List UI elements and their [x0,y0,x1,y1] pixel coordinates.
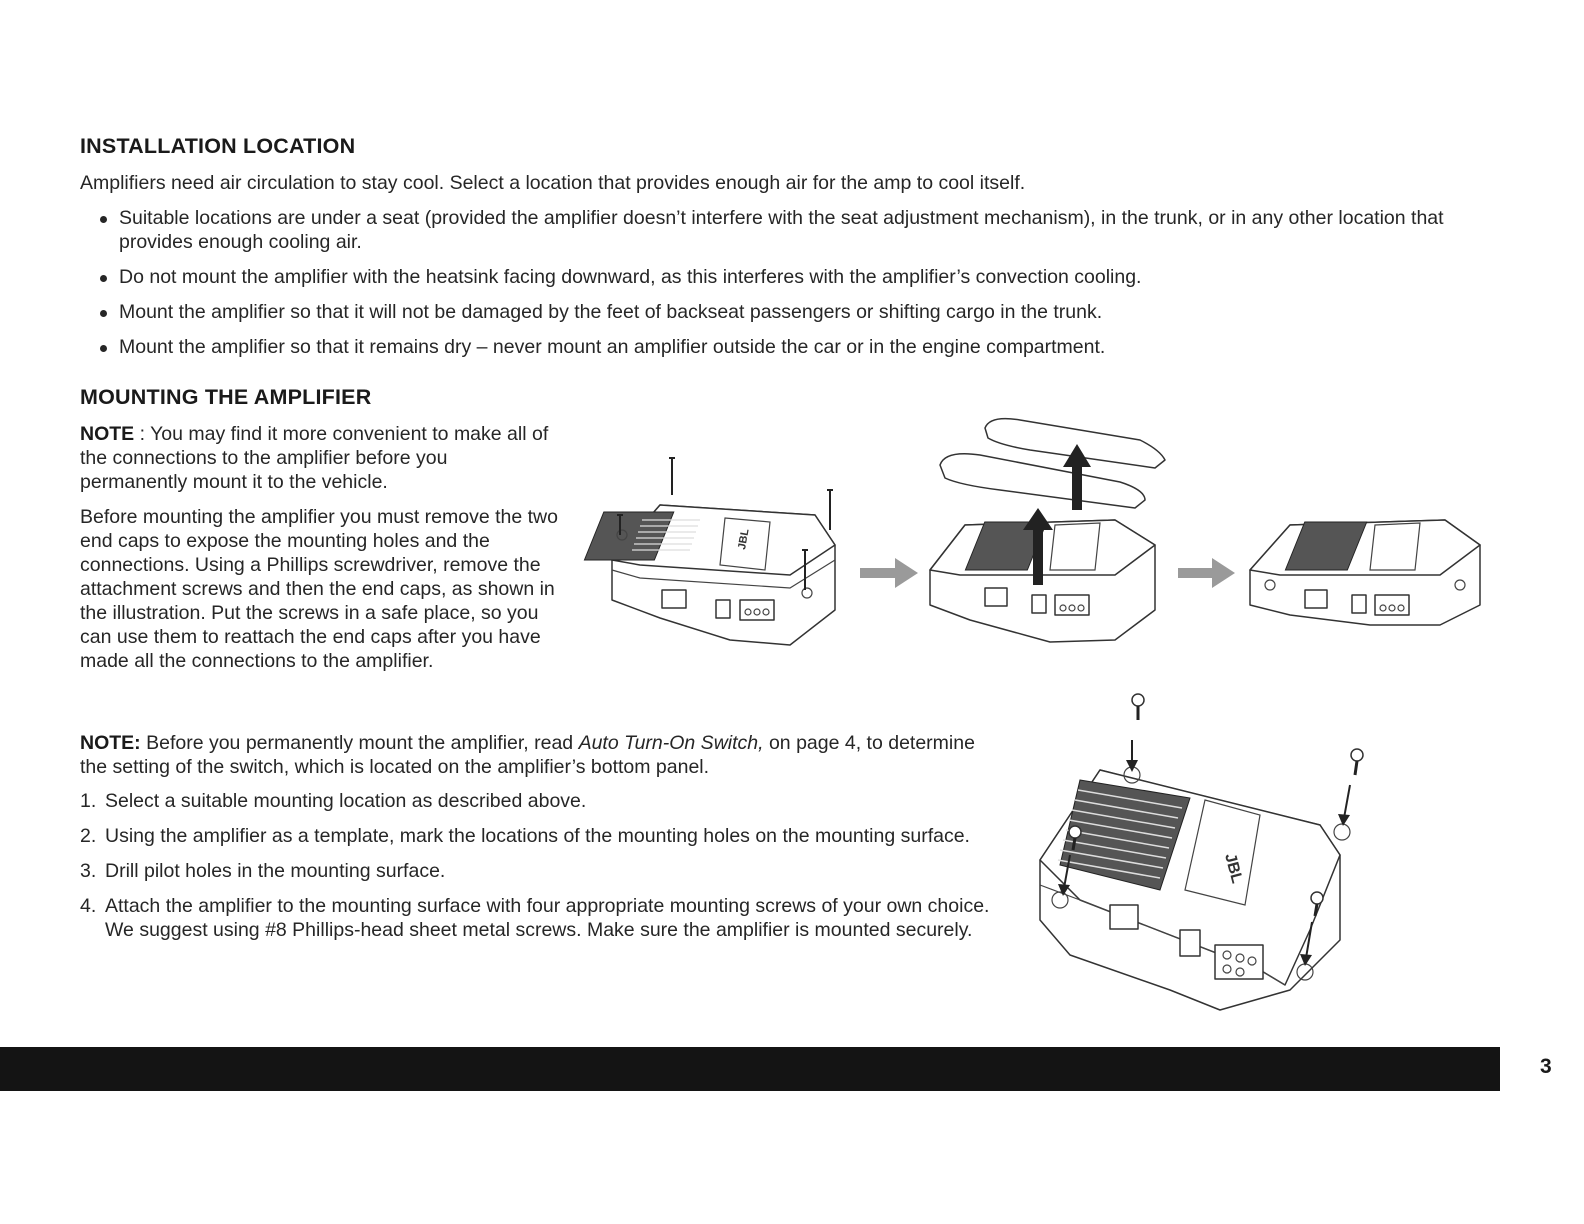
bullet-item: Do not mount the amplifier with the heatsink facing downward, as this interferes with the amplifier’s convection cooling. [98,265,1498,289]
mounting-screws-illustration [1020,690,1360,1030]
mounting-steps-list [80,789,1000,953]
step-text: Select a suitable mounting location as described above. [105,790,587,812]
installation-intro: Amplifiers need air circulation to stay cool. Select a location that provides enough air for the amp to cool itself. [80,172,1026,194]
step-number: 4. [80,895,97,917]
page-number: 3 [1540,1055,1552,1078]
note-reference: Auto Turn-On Switch, [578,732,764,754]
mounting-heading: MOUNTING THE AMPLIFIER [80,385,372,409]
note-text-before: Before you permanently mount the amplifier, read [140,732,579,754]
note-text: : You may find it more convenient to make all of the connections to the amplifier before you permanently mount it to the vehicle. [80,423,549,493]
end-cap-removal-illustration [600,410,1500,670]
brand-logo: JBL [736,527,752,551]
amplifier-bare-drawing [1250,520,1480,625]
step-number: 3. [80,860,97,882]
bullet-item: Mount the amplifier so that it will not be damaged by the feet of backseat passengers or shifting cargo in the trunk. [98,300,1498,324]
note-label: NOTE [80,423,135,445]
brand-logo: JBL [1221,851,1246,886]
bullet-dot-icon [100,345,107,352]
step-text: Using the amplifier as a template, mark the locations of the mounting holes on the mounting surface. [105,825,970,847]
amplifier-end-caps-removed-drawing [930,419,1165,642]
bullet-dot-icon [100,216,107,223]
phillips-screw-icon [1126,694,1144,772]
arrow-right-icon [1178,558,1235,588]
bullet-item: Mount the amplifier so that it remains dry – never mount an amplifier outside the car or in the engine compartment. [98,335,1498,359]
installation-bullet-list [98,206,1498,370]
bullet-dot-icon [100,275,107,282]
step-text: Attach the amplifier to the mounting surface with four appropriate mounting screws of your own choice. We suggest using #8 Phillips-head sheet metal screws. Make sure the amplifier is mounted securely. [105,895,990,941]
footer-bar [0,1047,1500,1091]
step-item [80,824,1000,848]
bullet-item: Suitable locations are under a seat (provided the amplifier doesn’t interfere with the seat adjustment mechanism), in the trunk, or in any other location that provides enough cooling air. [98,206,1498,254]
mounting-note-2 [80,731,1000,779]
amplifier-with-screws-drawing [584,458,835,645]
step-item [80,894,1000,942]
note-text-after: on page 4, to determine the setting of the switch, which is located on the amplifier’s bottom panel. [80,732,975,778]
step-item [80,859,1000,883]
installation-heading: INSTALLATION LOCATION [80,134,356,158]
mounting-note-1 [80,422,555,494]
mounting-paragraph: Before mounting the amplifier you must remove the two end caps to expose the mounting holes and the connections. Using a Phillips screwdriver, remove the attachment screws and then the end caps, as shown in the illustration. Put the screws in a safe place, so you can use them to reattach the end caps after you have made all the connections to the amplifier. [80,506,558,672]
arrow-right-icon [860,558,918,588]
bullet-dot-icon [100,310,107,317]
step-number: 2. [80,825,97,847]
note-label: NOTE: [80,732,141,754]
step-item [80,789,1000,813]
phillips-screw-icon [1338,749,1363,826]
step-text: Drill pilot holes in the mounting surface. [105,860,446,882]
step-number: 1. [80,790,97,812]
amplifier-mounting-drawing [1040,767,1350,1010]
